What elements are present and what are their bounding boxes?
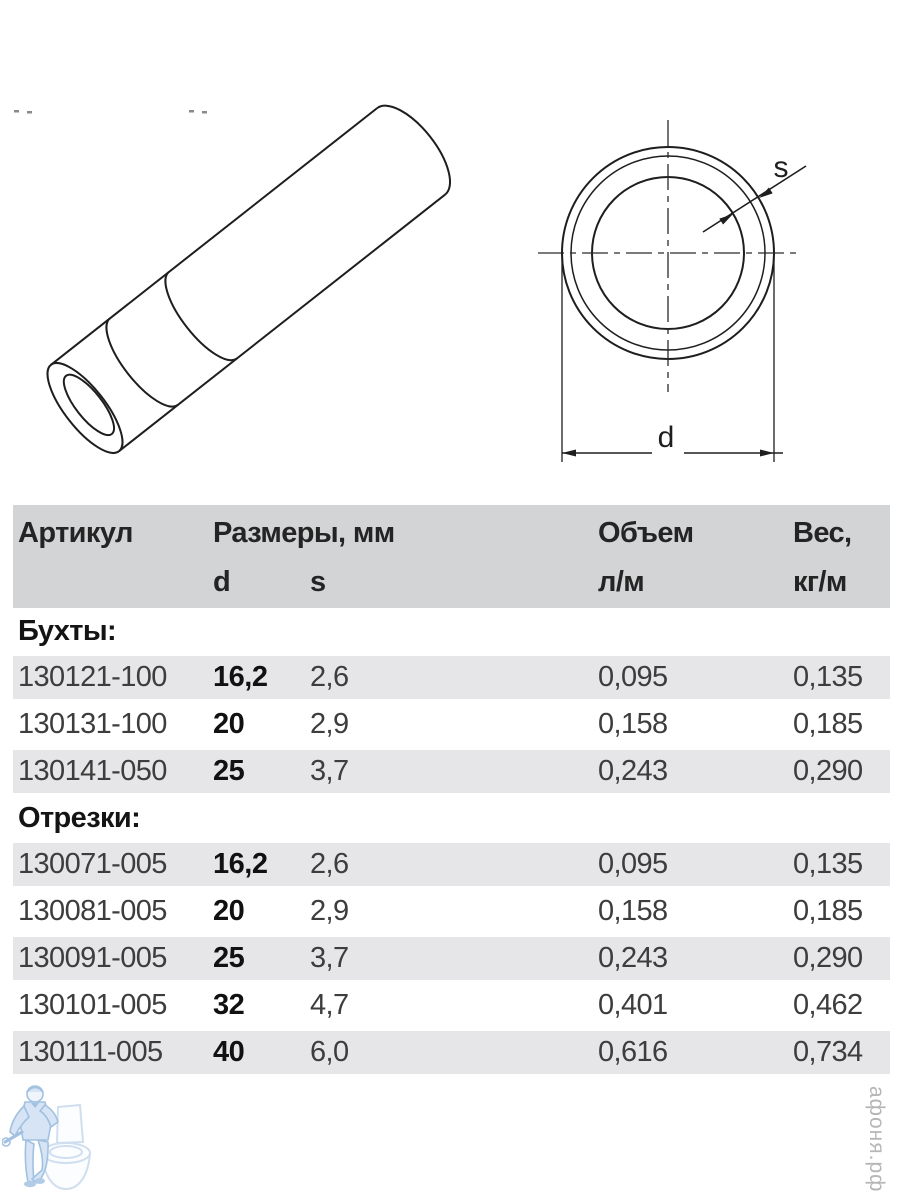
cell-article: 130101-005: [18, 989, 167, 1021]
site-watermark: афоня.рф: [865, 1086, 888, 1193]
table-row: [13, 888, 890, 935]
table-row: [13, 654, 890, 701]
cell-s: 4,7: [310, 989, 349, 1021]
header-article: Артикул: [18, 516, 133, 549]
dimension-d: [562, 253, 783, 462]
pipe-cross-section: [538, 120, 806, 462]
header-weight: Вес,: [793, 516, 852, 549]
cell-d: 32: [213, 989, 245, 1021]
table-row: [13, 841, 890, 888]
pipe-isometric-view: [35, 93, 464, 463]
cell-s: 3,7: [310, 755, 349, 787]
header-sub-d: d: [213, 565, 231, 598]
pipe-technical-drawing: [0, 0, 900, 500]
table-row: [13, 701, 890, 748]
cell-d: 25: [213, 755, 245, 787]
header-sub-volume: л/м: [598, 565, 645, 598]
centerlines: [538, 120, 798, 392]
cell-volume: 0,243: [598, 755, 668, 787]
cell-volume: 0,243: [598, 942, 668, 974]
cell-s: 2,9: [310, 708, 349, 740]
cell-s: 3,7: [310, 942, 349, 974]
cell-volume: 0,095: [598, 661, 668, 693]
plumber-logo-watermark: [2, 1082, 127, 1200]
cell-article: 130081-005: [18, 895, 167, 927]
header-sub-weight: кг/м: [793, 565, 847, 598]
table-row: [13, 935, 890, 982]
pipe-open-end-outer: [35, 352, 134, 463]
cell-s: 2,6: [310, 661, 349, 693]
cell-volume: 0,158: [598, 895, 668, 927]
cell-volume: 0,095: [598, 848, 668, 880]
cell-article: 130121-100: [18, 661, 167, 693]
wall-thickness-label: s: [773, 151, 789, 184]
table-row: [13, 1029, 890, 1076]
cell-weight: 0,462: [793, 989, 863, 1021]
cell-weight: 0,135: [793, 661, 863, 693]
table-row: [13, 982, 890, 1029]
cell-s: 2,9: [310, 895, 349, 927]
crop-artifact-marks: [14, 110, 207, 114]
table-row: [13, 748, 890, 795]
header-sub-s: s: [310, 565, 326, 598]
cell-s: 6,0: [310, 1036, 349, 1068]
diameter-label: d: [657, 421, 675, 454]
cell-weight: 0,290: [793, 755, 863, 787]
cell-d: 16,2: [213, 661, 268, 693]
cell-d: 25: [213, 942, 245, 974]
cell-article: 130071-005: [18, 848, 167, 880]
pipe-spec-table: [13, 505, 890, 1076]
cell-weight: 0,185: [793, 895, 863, 927]
table-header: [13, 505, 890, 608]
pipe-open-end-bore: [56, 368, 122, 442]
cell-volume: 0,616: [598, 1036, 668, 1068]
cell-s: 2,6: [310, 848, 349, 880]
cell-weight: 0,185: [793, 708, 863, 740]
header-sizes: Размеры, мм: [213, 516, 395, 549]
pipe-far-end-cap: [377, 93, 464, 194]
cell-article: 130091-005: [18, 942, 167, 974]
cell-weight: 0,734: [793, 1036, 863, 1068]
cell-volume: 0,401: [598, 989, 668, 1021]
cell-article: 130141-050: [18, 755, 167, 787]
cell-article: 130111-005: [18, 1036, 163, 1068]
pipe-layer-ring-2: [153, 272, 237, 371]
section-label-coils: Бухты:: [13, 608, 890, 654]
cell-weight: 0,135: [793, 848, 863, 880]
cell-d: 20: [213, 895, 245, 927]
cell-volume: 0,158: [598, 708, 668, 740]
header-volume: Объем: [598, 516, 694, 549]
cell-d: 20: [213, 708, 245, 740]
cell-d: 16,2: [213, 848, 268, 880]
cell-d: 40: [213, 1036, 245, 1068]
cell-weight: 0,290: [793, 942, 863, 974]
section-label-cuts: Отрезки:: [13, 795, 890, 841]
cell-article: 130131-100: [18, 708, 167, 740]
